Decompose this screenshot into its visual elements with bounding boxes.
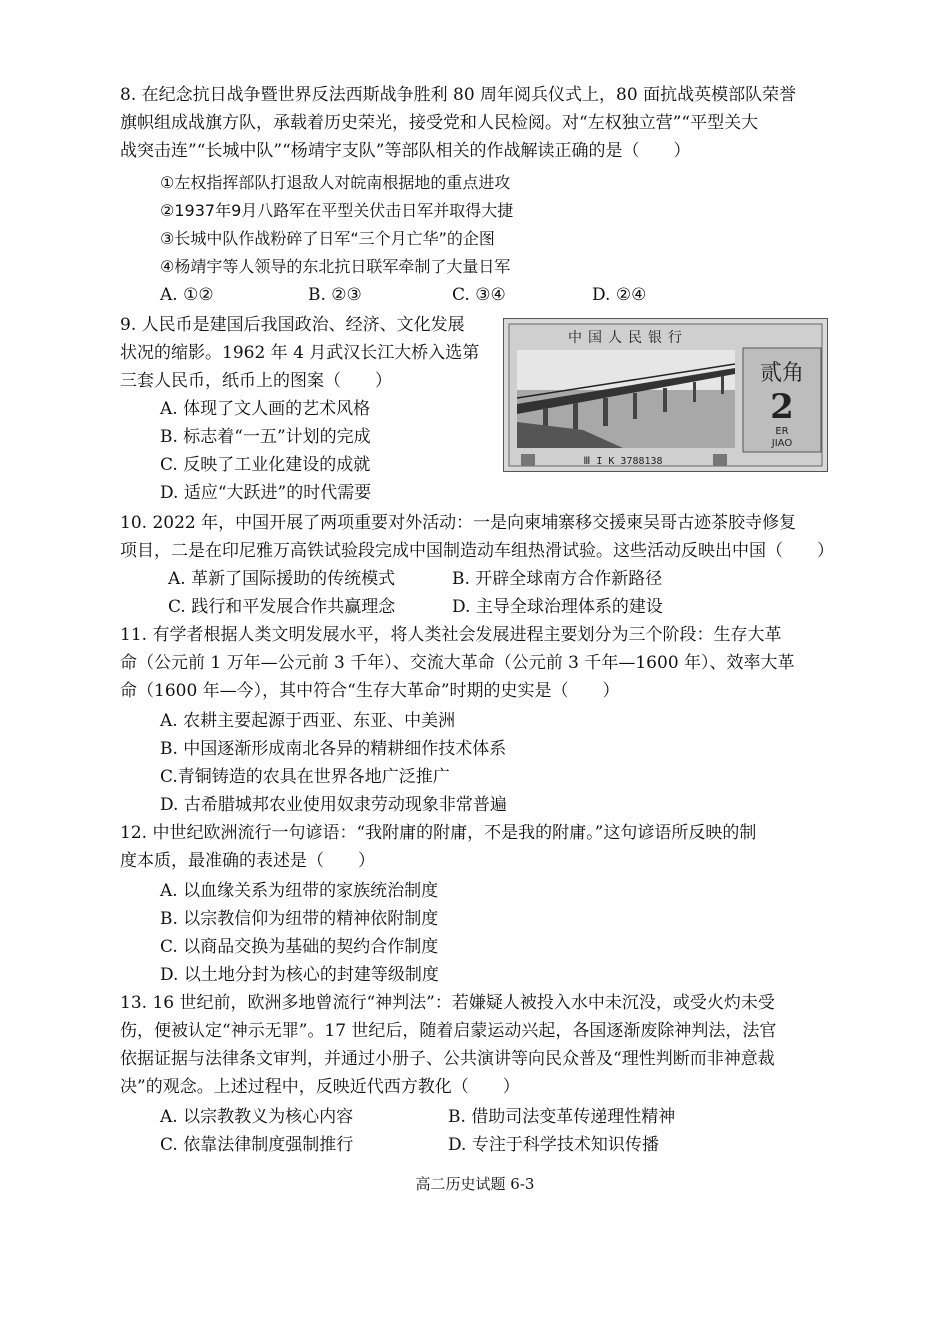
q13-stem-line-1: 13. 16 世纪前，欧洲多地曾流行“神判法”：若嫌疑人被投入水中未沉没，或受火灼未受 [120,993,775,1013]
q13-stem-line-2: 伤，便被认定“神示无罪”。17 世纪后，随着启蒙运动兴起，各国逐渐废除神判法，法官 [120,1021,777,1041]
q11-option-b: B. 中国逐渐形成南北各异的精耕细作技术体系 [160,739,507,759]
q8-stem-line-1: 8. 在纪念抗日战争暨世界反法西斯战争胜利 80 周年阅兵仪式上，80 面抗战英模部队荣誉 [120,85,797,105]
q9-stem-line-3: 三套人民币，纸币上的图案（ ） [120,371,392,391]
q9-option-d: D. 适应“大跃进”的时代需要 [160,483,372,503]
banknote-denomination-num: 2 [770,387,794,427]
banknote-pinyin-2: JIAO [771,438,793,449]
q12-option-c: C. 以商品交换为基础的契约合作制度 [160,937,439,957]
q12-option-b: B. 以宗教信仰为纽带的精神依附制度 [160,909,439,929]
q10-option-b: B. 开辟全球南方合作新路径 [452,569,663,589]
q10-stem-line-1: 10. 2022 年，中国开展了两项重要对外活动：一是向柬埔寨移交援柬吴哥古迹茶胶寺修复 [120,513,797,533]
q8-choice-d: D. ②④ [592,285,647,305]
q13-stem-line-4: 决”的观念。上述过程中，反映近代西方教化（ ） [120,1077,520,1097]
q12-stem-line-1: 12. 中世纪欧洲流行一句谚语：“我附庸的附庸，不是我的附庸。”这句谚语所反映的制 [120,823,757,843]
q8-stem-line-3: 战突击连”“长城中队”“杨靖宇支队”等部队相关的作战解读正确的是（ ） [120,141,691,161]
q11-stem-line-1: 11. 有学者根据人类文明发展水平，将人类社会发展进程主要划分为三个阶段：生存大革 [120,625,782,645]
banknote-seal-right [713,454,727,466]
q10-stem-line-2: 项目，二是在印尼雅万高铁试验段完成中国制造动车组热滑试验。这些活动反映出中国（ ） [120,541,834,561]
q8-stem-line-2: 旗帜组成战旗方队，承载着历史荣光，接受党和人民检阅。对“左权独立营”“平型关大 [120,113,759,133]
banknote-bank-name: 中国人民银行 [568,330,688,346]
q8-item-1: ①左权指挥部队打退敌人对皖南根据地的重点进攻 [160,173,511,192]
q9-option-a: A. 体现了文人画的艺术风格 [160,399,371,419]
q11-stem-line-3: 命（1600 年—今），其中符合“生存大革命”时期的史实是（ ） [120,681,620,701]
q12-option-a: A. 以血缘关系为纽带的家族统治制度 [160,881,439,901]
q9-option-b: B. 标志着“一五”计划的完成 [160,427,371,447]
q13-option-a: A. 以宗教教义为核心内容 [160,1107,354,1127]
banknote-pinyin-1: ER [775,426,789,437]
q13-option-c: C. 依靠法律制度强制推行 [160,1135,354,1155]
q11-option-a: A. 农耕主要起源于西亚、东亚、中美洲 [160,711,456,731]
q11-option-c: C.青铜铸造的农具在世界各地广泛推广 [160,767,450,787]
q9-stem-line-1: 9. 人民币是建国后我国政治、经济、文化发展 [120,315,465,335]
banknote-image [503,318,828,472]
q8-choice-a: A. ①② [160,285,214,305]
q13-option-b: B. 借助司法变革传递理性精神 [448,1107,676,1127]
q10-option-c: C. 践行和平发展合作共赢理念 [168,597,396,617]
q13-stem-line-3: 依据证据与法律条文审判，并通过小册子、公共演讲等向民众普及“理性判断而非神意裁 [120,1049,775,1069]
q10-option-d: D. 主导全球治理体系的建设 [452,597,663,617]
q8-choice-c: C. ③④ [452,285,506,305]
q8-item-4: ④杨靖宇等人领导的东北抗日联军牵制了大量日军 [160,257,511,276]
banknote-serial: Ⅲ I K 3788138 [583,456,663,467]
q9-option-c: C. 反映了工业化建设的成就 [160,455,371,475]
banknote-sky [517,350,735,390]
q8-item-2: ②1937年9月八路军在平型关伏击日军并取得大捷 [160,201,514,220]
q12-option-d: D. 以土地分封为核心的封建等级制度 [160,965,439,985]
q13-option-d: D. 专注于科学技术知识传播 [448,1135,659,1155]
banknote-seal-left [521,454,535,466]
q11-option-d: D. 古希腊城邦农业使用奴隶劳动现象非常普遍 [160,795,507,815]
q10-option-a: A. 革新了国际援助的传统模式 [168,569,396,589]
q8-choice-b: B. ②③ [308,285,362,305]
q9-stem-line-2: 状况的缩影。1962 年 4 月武汉长江大桥入选第 [120,343,480,363]
banknote-denomination-cn: 贰角 [759,361,805,386]
page-footer: 高二历史试题 6-3 [415,1175,535,1193]
q8-item-3: ③长城中队作战粉碎了日军“三个月亡华”的企图 [160,229,495,248]
q11-stem-line-2: 命（公元前 1 万年—公元前 3 千年）、交流大革命（公元前 3 千年—1600 年）、效率大革 [120,653,795,673]
q12-stem-line-2: 度本质，最准确的表述是（ ） [120,851,375,871]
